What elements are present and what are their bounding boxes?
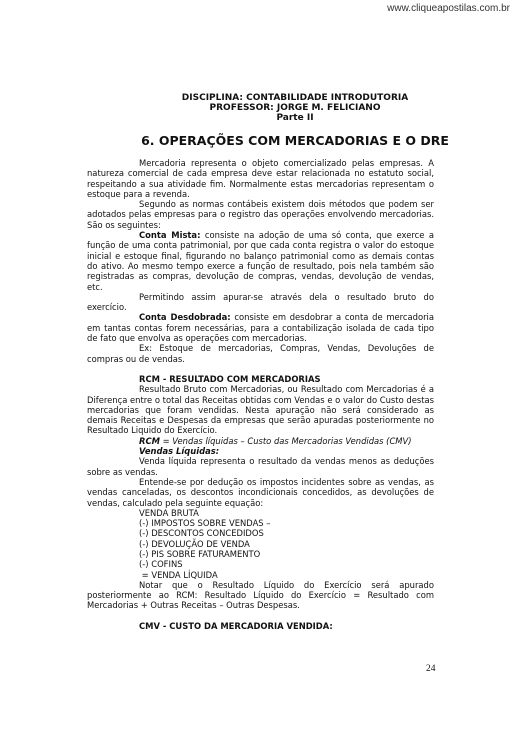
rcm-formula-label: RCM (139, 435, 160, 446)
part-line: Parte II (276, 113, 314, 123)
equation-block (87, 508, 434, 580)
cmv-heading: CMV - CUSTO DA MERCADORIA VENDIDA: (139, 620, 333, 631)
conta-desdobrada-text: consiste em desdobrar a conta de mercadoria em tantas contas forem necessárias, para a contabilização isolada de cada tipo de fato que envolva as operações com mercadorias. (87, 312, 434, 344)
paragraph-deducao: Entende-se por dedução os impostos incidentes sobre as vendas, as vendas canceladas, os descontos incondicionais concedidos, as devoluções de vendas, calculado pela seguinte equação: (87, 476, 434, 508)
paragraph-metodos: Segundo as normas contábeis existem dois métodos que podem ser adotados pelas empresas para o registro das operações envolvendo mercadorias. São os seguintes: (87, 199, 434, 230)
conta-mista-text: consiste na adoção de uma só conta, que exerce a função de uma conta patrimonial, por que cada conta registra o valor do estoque inicial e estoque final, figurando no balanço patrimonial como as demais contas do ativo. Ao mesmo tempo exerce a função de resultado, pois nela também são registradas as compras, devolução de compras, vendas, devolução de vendas, etc. (87, 230, 434, 292)
professor-line: PROFESSOR: JORGE M. FELICIANO (209, 103, 381, 113)
equation-line: (-) IMPOSTOS SOBRE VENDAS – (139, 518, 271, 529)
paragraph-conta-mista (87, 230, 434, 292)
equation-line: (-) DESCONTOS CONCEDIDOS (139, 528, 264, 539)
paragraph-rcm: Resultado Bruto com Mercadorias, ou Resultado com Mercadorias é a Diferença entre o total das Receitas obtidas com Vendas e o valor do Custo destas mercadorias que foram vendidas. Nesta apuração não será considerado as demais Receitas e Despesas da empresas que serão apuradas posteriormente no Resultado Liquido do Exercício. (87, 384, 434, 436)
rcm-heading: RCM - RESULTADO COM MERCADORIAS (139, 373, 321, 384)
equation-line: = VENDA LÍQUIDA (139, 569, 218, 580)
site-url: www.cliqueapostilas.com.br (387, 3, 510, 14)
paragraph-apurar: Permitindo assim apurar-se através dela o resultado bruto do exercício. (87, 291, 434, 313)
paragraph-conta-desdobrada (87, 312, 434, 343)
chapter-title: 6. OPERAÇÕES COM MERCADORIAS E O DRE (141, 133, 449, 148)
conta-desdobrada-label: Conta Desdobrada: (139, 312, 231, 323)
equation-line: (-) COFINS (139, 559, 183, 570)
equation-line: (-) PIS SOBRE FATURAMENTO (139, 548, 261, 559)
rcm-formula (87, 436, 434, 446)
paragraph-mercadoria: Mercadoria representa o objeto comercializado pelas empresas. A natureza comercial de cada empresa deve estar relacionada no estatuto social, respeitando a sua atividade fim. Normalmente estas mercadorias representam o estoque para a revenda. (87, 158, 434, 199)
conta-mista-label: Conta Mista: (139, 230, 201, 241)
document-header (60, 93, 520, 123)
vendas-liquidas-heading: Vendas Líquidas: (139, 446, 220, 457)
equation-line: VENDA BRUTA (139, 507, 199, 518)
document-body (87, 158, 434, 631)
paragraph-notar: Notar que o Resultado Líquido do Exercício será apurado posteriormente ao RCM: Resultado Líquido do Exercício = Resultado com Mercadorias + Outras Receitas – Outras Despesas. (87, 579, 434, 611)
discipline-line: DISCIPLINA: CONTABILIDADE INTRODUTORIA (181, 93, 409, 103)
equation-line: (-) DEVOLUÇÃO DE VENDA (139, 538, 250, 549)
paragraph-exemplo: Ex: Estoque de mercadorias, Compras, Vendas, Devoluções de compras ou de vendas. (87, 343, 434, 364)
rcm-formula-text: = Vendas líquidas – Custo das Mercadorias Vendidas (CMV) (159, 435, 412, 446)
page-number: 24 (426, 664, 436, 674)
paragraph-venda-liquida: Venda líquida representa o resultado da vendas menos as deduções sobre as vendas. (87, 456, 434, 477)
